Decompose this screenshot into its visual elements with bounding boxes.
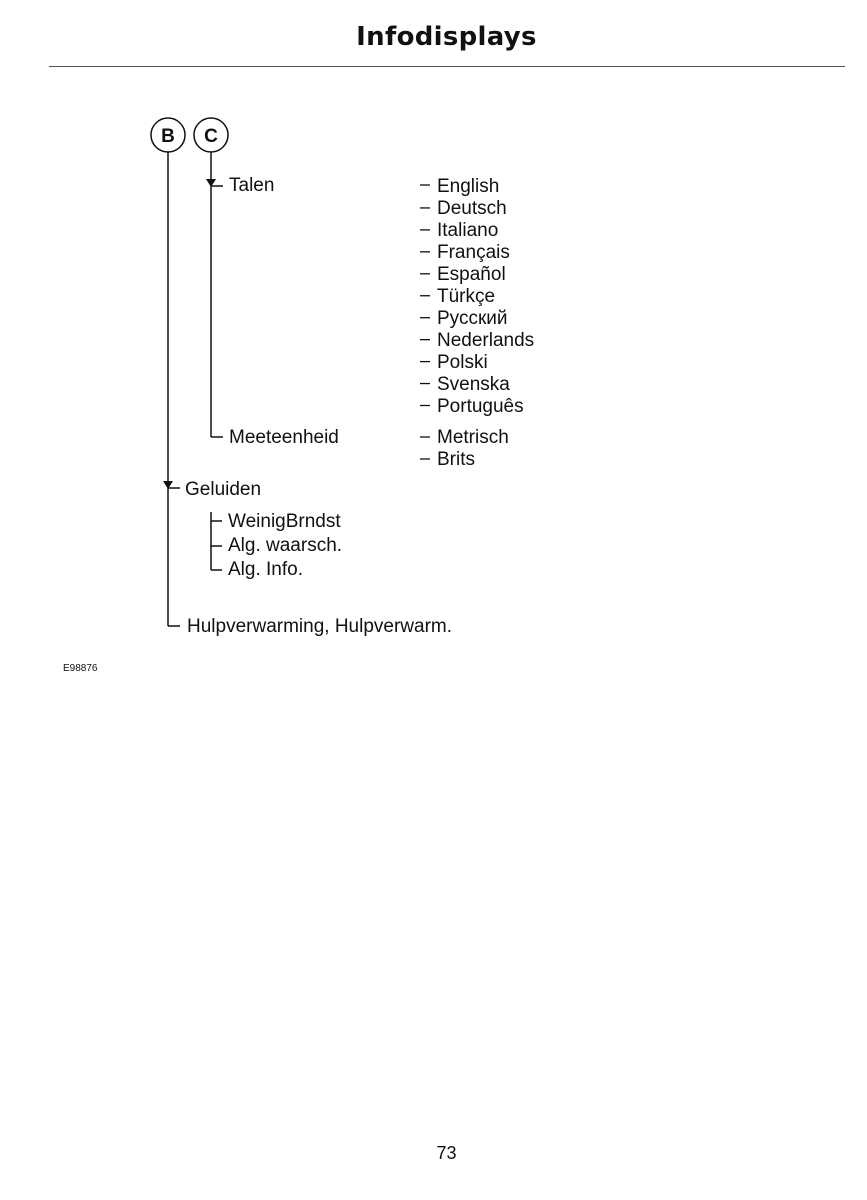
- option-item: Deutsch: [437, 197, 507, 219]
- option-item: Brits: [437, 449, 475, 470]
- meeteenheid-label: Meeteenheid: [229, 427, 339, 448]
- option-item: Français: [437, 241, 510, 263]
- page-number: 73: [436, 1143, 457, 1163]
- option-item: Svenska: [437, 373, 510, 395]
- option-item: Türkçe: [437, 285, 496, 307]
- option-item: Italiano: [437, 219, 499, 241]
- figure-code: E98876: [63, 663, 98, 674]
- option-item: Português: [437, 395, 524, 417]
- option-item: Русский: [437, 307, 508, 329]
- hulpverwarming-label: Hulpverwarming, Hulpverwarm.: [187, 616, 453, 637]
- geluiden-item: Alg. Info.: [228, 559, 303, 580]
- option-item: Nederlands: [437, 329, 535, 351]
- page-title: Infodisplays: [356, 22, 537, 52]
- marker-c-label: C: [204, 126, 218, 147]
- option-item: Metrisch: [437, 427, 509, 448]
- option-item: Español: [437, 263, 506, 285]
- talen-label: Talen: [229, 175, 275, 196]
- geluiden-item: Alg. waarsch.: [228, 535, 343, 556]
- option-item: Polski: [437, 351, 488, 373]
- option-dashes: [420, 185, 430, 459]
- marker-b-label: B: [161, 126, 175, 147]
- geluiden-item: WeinigBrndst: [228, 511, 341, 532]
- geluiden-label: Geluiden: [185, 479, 262, 500]
- option-item: English: [437, 176, 500, 197]
